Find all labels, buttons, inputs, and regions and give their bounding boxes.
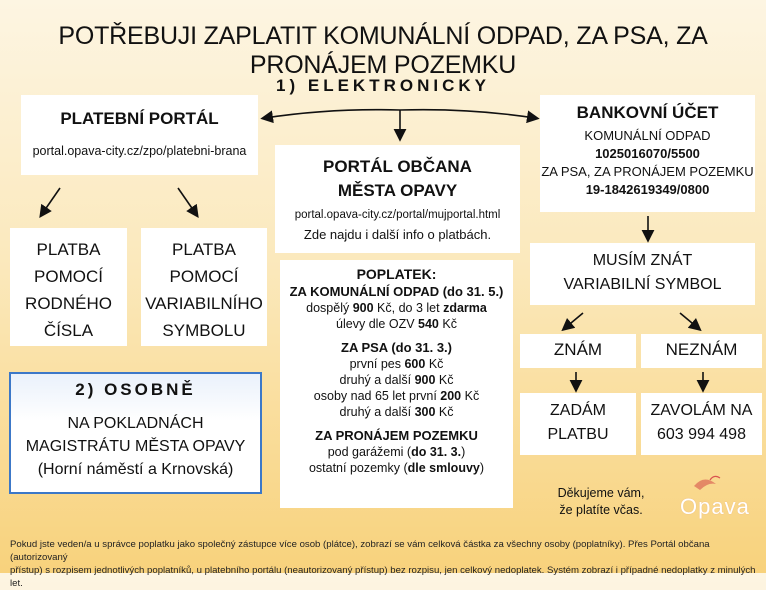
portal-obcana-heading-line2: MĚSTA OPAVY — [337, 181, 458, 200]
portal-obcana-heading-line1: PORTÁL OBČANA — [323, 157, 472, 176]
poplatek-heading: POPLATEK: — [356, 266, 437, 282]
footer-line: Pokud jste veden/a u správce poplatku jako společný zástupce více osob (plátce), zobrazí se vám celková částka za všechny osoby (poplatníky). Přes Portál občana (autorizovaný — [10, 539, 710, 563]
poplatek-odpad-heading: ZA KOMUNÁLNÍ ODPAD (do 31. 5.) — [289, 284, 504, 299]
page-title: POTŘEBUJI ZAPLATIT KOMUNÁLNÍ ODPAD, ZA PSA, ZA PRONÁJEM POZEMKU — [58, 22, 708, 79]
poplatek-odpad-line: dospělý 900 Kč, do 3 let zdarma — [306, 301, 487, 315]
zavolam-box — [641, 393, 762, 455]
arrow-to-bankovni-ucet — [400, 110, 535, 118]
opava-logo — [670, 472, 760, 524]
musim-znat-line: VARIABILNÍ SYMBOL — [563, 276, 722, 293]
footer-note — [10, 538, 758, 590]
option-variabilni-symbol-box — [141, 228, 267, 346]
platebni-portal-box — [21, 95, 258, 175]
footer-line: přístup) s rozpisem jednotlivých poplatníků, u platebního portálu (neautorizovaný přístup) bez rozpisu, jen celkový nedoplatek. Systém zobrazí i případné nedoplatky z minulých let. — [10, 565, 756, 589]
poplatek-pozemek-line: pod garážemi (do 31. 3.) — [327, 445, 466, 459]
poplatek-psa-line: první pes 600 Kč — [349, 357, 444, 371]
platebni-portal-url[interactable]: portal.opava-city.cz/zpo/platebni-brana — [32, 144, 247, 158]
option-rodne-cislo-box — [10, 228, 127, 346]
poplatek-psa-line: druhý a další 900 Kč — [339, 373, 454, 387]
poplatek-pozemek-line: ostatní pozemky (dle smlouvy) — [308, 461, 485, 475]
osobne-line: MAGISTRÁTU MĚSTA OPAVY — [25, 438, 246, 455]
option-rodne-line: POMOCÍ — [34, 267, 103, 286]
portal-obcana-url[interactable]: portal.opava-city.cz/portal/mujportal.html — [294, 209, 501, 221]
zadam-line: PLATBU — [547, 426, 609, 443]
option-rodne-line: ČÍSLA — [43, 321, 94, 340]
poplatek-box — [280, 260, 513, 508]
bank-odpad-label: KOMUNÁLNÍ ODPAD — [584, 128, 711, 143]
osobne-box — [9, 372, 262, 494]
option-variabilni-line: VARIABILNÍHO — [145, 294, 263, 313]
znam-label: ZNÁM — [553, 340, 603, 359]
osobne-line: NA POKLADNÁCH — [67, 415, 204, 432]
bankovni-ucet-box — [540, 95, 755, 212]
osobne-line: (Horní náměstí a Krnovská) — [37, 461, 234, 478]
arrow-to-rodne-cislo — [42, 188, 60, 214]
arrow-to-platebni-portal — [265, 110, 400, 118]
poplatek-psa-line: osoby nad 65 let první 200 Kč — [313, 389, 480, 403]
opava-logo-text: Opava — [680, 494, 750, 519]
portal-obcana-heading — [275, 155, 520, 203]
arrow-to-variabilni-symbol — [178, 188, 196, 214]
zavolam-phone[interactable]: 603 994 498 — [657, 426, 746, 443]
zavolam-line: ZAVOLÁM NA — [650, 402, 753, 419]
thanks-line: že platíte včas. — [559, 503, 643, 517]
zadam-line: ZADÁM — [550, 402, 606, 419]
bank-odpad-account: 1025016070/5500 — [595, 146, 700, 161]
section-electronic-heading: 1) ELEKTRONICKY — [276, 76, 490, 95]
option-rodne-line: PLATBA — [36, 240, 101, 259]
option-rodne-line: RODNÉHO — [25, 294, 112, 313]
musim-znat-line: MUSÍM ZNÁT — [592, 252, 693, 269]
bank-psa-account: 19-1842619349/0800 — [585, 182, 710, 197]
poplatek-pozemek-heading: ZA PRONÁJEM POZEMKU — [315, 428, 478, 443]
poplatek-psa-heading: ZA PSA (do 31. 3.) — [341, 340, 452, 355]
arrow-to-neznam — [680, 313, 698, 328]
neznam-label: NEZNÁM — [665, 340, 738, 359]
znam-box — [520, 334, 636, 368]
option-variabilni-line: SYMBOLU — [162, 321, 246, 340]
zadam-platbu-box — [520, 393, 636, 455]
platebni-portal-heading: PLATEBNÍ PORTÁL — [60, 109, 219, 128]
neznam-box — [641, 334, 762, 368]
thanks-note — [537, 485, 665, 519]
poplatek-odpad-line: úlevy dle OZV 540 Kč — [336, 317, 457, 331]
bank-psa-label: ZA PSA, ZA PRONÁJEM POZEMKU — [541, 164, 754, 179]
bankovni-ucet-heading: BANKOVNÍ ÚČET — [576, 103, 719, 122]
portal-obcana-info: Zde najdu i další info o platbách. — [303, 227, 492, 242]
option-variabilni-line: PLATBA — [172, 240, 236, 259]
arrow-to-znam — [565, 313, 583, 328]
option-variabilni-line: POMOCÍ — [169, 267, 239, 286]
poplatek-psa-line: druhý a další 300 Kč — [339, 405, 454, 419]
portal-obcana-box — [275, 145, 520, 253]
thanks-line: Děkujeme vám, — [557, 486, 645, 500]
osobne-heading: 2) OSOBNĚ — [75, 380, 196, 399]
musim-znat-vs-box — [530, 243, 755, 305]
